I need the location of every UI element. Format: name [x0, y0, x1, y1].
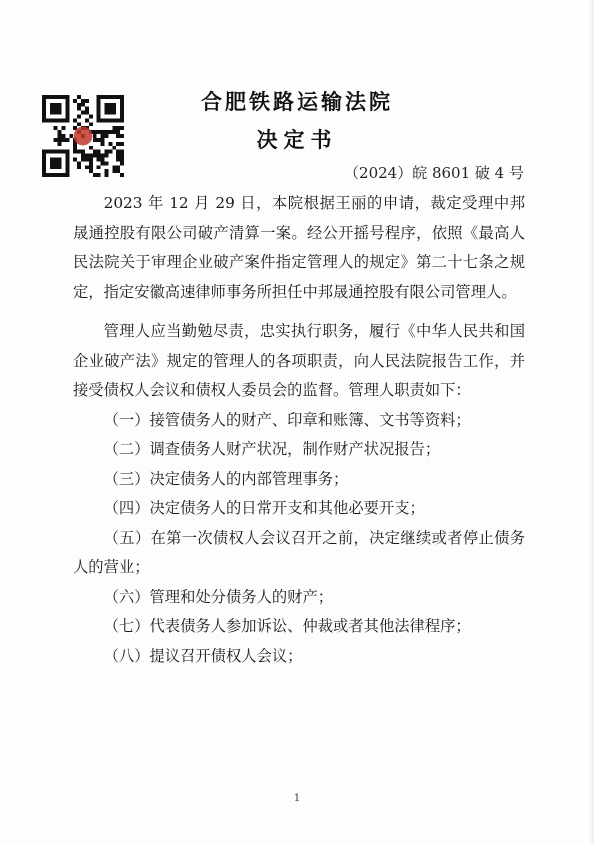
court-name: 合肥铁路运输法院: [201, 90, 393, 114]
page-edge: [588, 0, 594, 844]
duty-item: （五）在第一次债权人会议召开之前，决定继续或者停止债务人的营业；: [73, 528, 525, 576]
duty-item: （七）代表债务人参加诉讼、仲裁或者其他法律程序；: [103, 617, 471, 635]
duty-item: （一）接管债务人的财产、印章和账簿、文书等资料；: [103, 410, 471, 429]
doc-number: （2024）皖 8601 破 4 号: [344, 164, 524, 182]
paragraph: 管理人应当勤勉尽责，忠实执行职务，履行《中华人民共和国企业破产法》规定的管理人的各项职责，向人民法院报告工作，并接受债权人会议和债权人委员会的监督。管理人职责如下：: [73, 322, 525, 399]
duty-item: （四）决定债务人的日常开支和其他必要开支；: [103, 499, 425, 517]
duty-item: （六）管理和处分债务人的财产；: [103, 587, 334, 606]
doc-type-title: 决定书: [256, 128, 338, 152]
page-number: 1: [293, 793, 301, 804]
duty-item: （二）调查债务人财产状况，制作财产状况报告；: [103, 440, 441, 458]
duty-item: （八）提议召开债权人会议；: [103, 646, 303, 665]
document-body: [73, 189, 525, 671]
paragraph: 2023 年 12 月 29 日，本院根据王丽的申请，裁定受理中邦晟通控股有限公司破产清算一案。经公开摇号程序，依照《最高人民法院关于审理企业破产案件指定管理人的规定》第二十七条之规定，指定安徽高速律师事务所担任中邦晟通控股有限公司管理人。: [73, 194, 525, 301]
duty-item: （三）决定债务人的内部管理事务；: [103, 469, 349, 488]
